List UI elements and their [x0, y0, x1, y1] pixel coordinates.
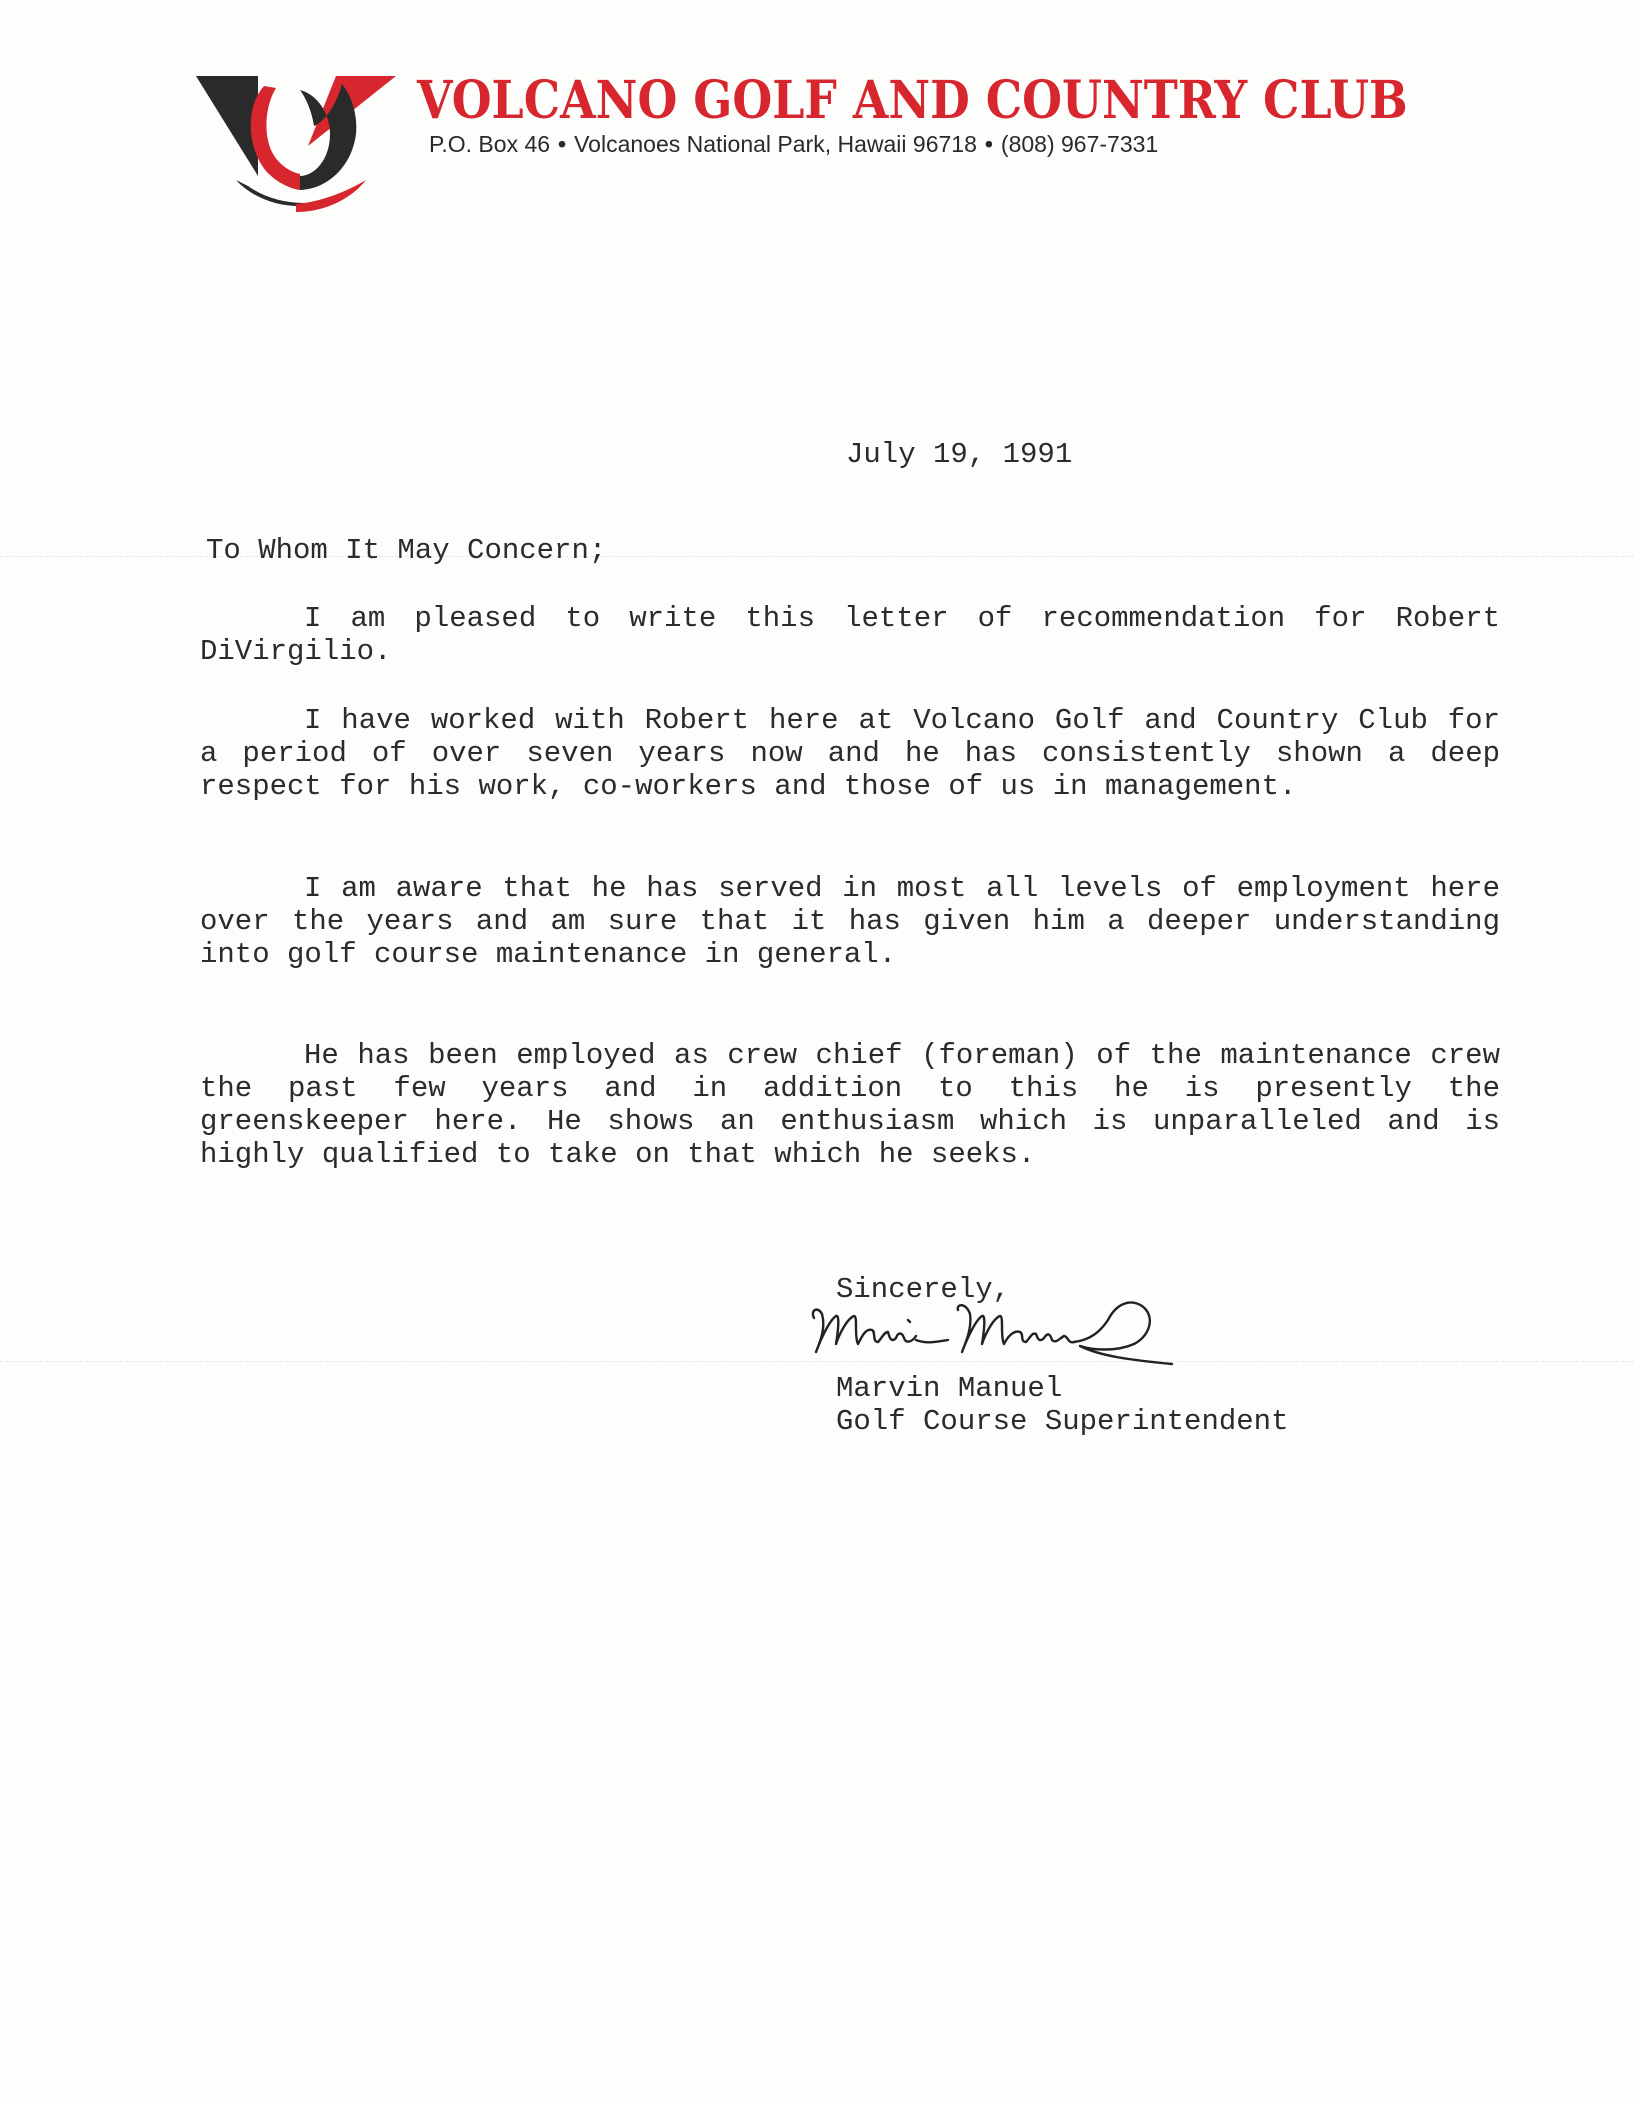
- club-location: Volcanoes National Park, Hawaii 96718: [574, 131, 977, 157]
- handwritten-signature: [800, 1280, 1190, 1380]
- club-phone: (808) 967-7331: [1000, 131, 1159, 157]
- closing: Sincerely,: [836, 1273, 1011, 1306]
- club-name: VOLCANO GOLF AND COUNTRY CLUB: [417, 70, 1408, 131]
- letter-date: July 19, 1991: [846, 438, 1073, 471]
- body-paragraph: He has been employed as crew chief (foreman) of the maintenance crew the past few years and in addition to this he is presently the greenskeeper here. He shows an enthusiasm which is unparalleled and is highly qualified to take on that which he seeks.: [200, 1039, 1500, 1171]
- address-separator: •: [984, 131, 993, 157]
- salutation: To Whom It May Concern;: [206, 534, 607, 567]
- body-paragraph: I am aware that he has served in most all levels of employment here over the years and am sure that it has given him a deeper understanding into golf course maintenance in general.: [200, 872, 1500, 971]
- signer-name: Marvin Manuel: [836, 1372, 1063, 1405]
- club-address-line: [429, 131, 1158, 158]
- body-paragraph: I have worked with Robert here at Volcano Golf and Country Club for a period of over seven years now and he has consistently shown a deep respect for his work, co-workers and those of us in management.: [200, 704, 1500, 803]
- address-separator: •: [558, 131, 567, 157]
- po-box: P.O. Box 46: [429, 131, 551, 157]
- signer-title: Golf Course Superintendent: [836, 1405, 1289, 1438]
- volcano-golf-logo-icon: [196, 76, 396, 214]
- body-paragraph: I am pleased to write this letter of recommendation for Robert DiVirgilio.: [200, 602, 1500, 668]
